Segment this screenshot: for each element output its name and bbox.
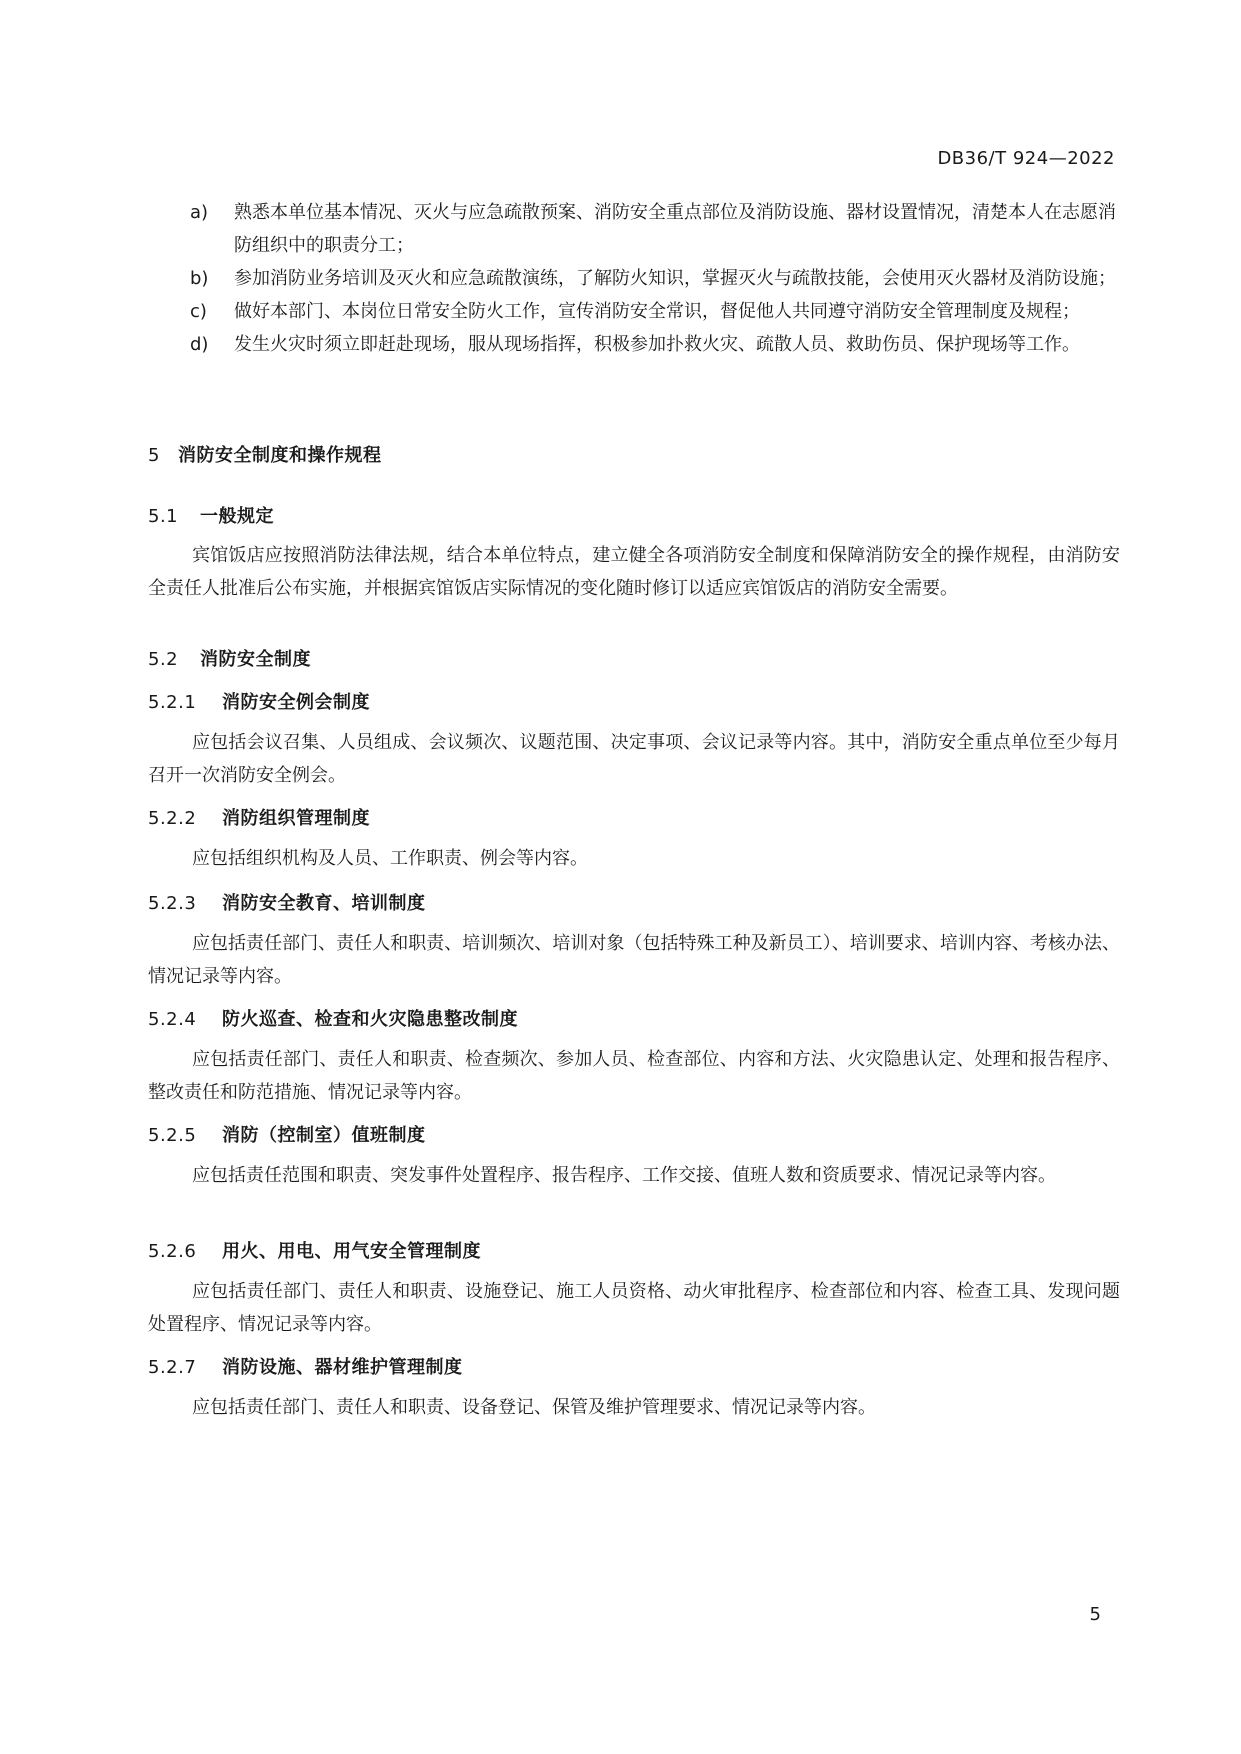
section-5-2-3-heading (148, 889, 426, 915)
document-code: DB36/T 924—2022 (937, 148, 1115, 169)
section-title: 消防安全制度和操作规程 (178, 445, 382, 466)
section-5-heading (148, 441, 382, 467)
section-5-2-heading (148, 645, 311, 671)
section-title: 消防（控制室）值班制度 (222, 1125, 426, 1146)
section-title: 消防安全制度 (200, 649, 311, 670)
list-marker: c) (190, 301, 207, 322)
list-item-text: 发生火灾时须立即赶赴现场，服从现场指挥，积极参加扑救火灾、疏散人员、救助伤员、保护现场等工作。 (234, 334, 1080, 355)
section-number: 5 (148, 445, 160, 466)
section-5-2-5-heading (148, 1121, 426, 1147)
list-marker: b) (190, 268, 209, 289)
list-item-text: 参加消防业务培训及灭火和应急疏散演练，了解防火知识，掌握灭火与疏散技能，会使用灭火器材及消防设施； (234, 268, 1116, 289)
section-number: 5.2.4 (148, 1009, 197, 1030)
section-title: 防火巡查、检查和火灾隐患整改制度 (222, 1009, 518, 1030)
list-marker: a) (190, 202, 209, 223)
section-5-2-1-paragraph: 应包括会议召集、人员组成、会议频次、议题范围、决定事项、会议记录等内容。其中，消防安全重点单位至少每月召开一次消防安全例会。 (148, 732, 1120, 786)
section-number: 5.2.3 (148, 893, 197, 914)
section-number: 5.2.6 (148, 1241, 197, 1262)
section-number: 5.2.5 (148, 1125, 197, 1146)
section-title: 消防安全教育、培训制度 (222, 893, 426, 914)
page-number: 5 (1089, 1604, 1101, 1625)
section-number: 5.2 (148, 649, 179, 670)
section-5-2-6-paragraph: 应包括责任部门、责任人和职责、设施登记、施工人员资格、动火审批程序、检查部位和内容、检查工具、发现问题处置程序、情况记录等内容。 (148, 1281, 1120, 1335)
section-title: 消防组织管理制度 (222, 808, 370, 829)
list-item (190, 196, 1120, 262)
list-item (190, 328, 1120, 361)
section-5-2-4-heading (148, 1005, 518, 1031)
section-title: 一般规定 (200, 506, 274, 527)
section-title: 用火、用电、用气安全管理制度 (222, 1241, 481, 1262)
section-number: 5.2.7 (148, 1357, 197, 1378)
section-5-1-paragraph: 宾馆饭店应按照消防法律法规，结合本单位特点，建立健全各项消防安全制度和保障消防安全的操作规程，由消防安全责任人批准后公布实施，并根据宾馆饭店实际情况的变化随时修订以适应宾馆饭店的消防安全需要。 (148, 545, 1120, 599)
section-5-2-3-paragraph: 应包括责任部门、责任人和职责、培训频次、培训对象（包括特殊工种及新员工）、培训要求、培训内容、考核办法、情况记录等内容。 (148, 933, 1120, 987)
list-item-text: 熟悉本单位基本情况、灭火与应急疏散预案、消防安全重点部位及消防设施、器材设置情况，清楚本人在志愿消防组织中的职责分工； (234, 202, 1116, 256)
section-number: 5.2.1 (148, 692, 197, 713)
list-item (190, 295, 1120, 328)
section-5-2-4-paragraph: 应包括责任部门、责任人和职责、检查频次、参加人员、检查部位、内容和方法、火灾隐患认定、处理和报告程序、整改责任和防范措施、情况记录等内容。 (148, 1049, 1120, 1103)
section-5-2-6-heading (148, 1237, 481, 1263)
section-5-2-2-heading (148, 804, 370, 830)
section-title: 消防安全例会制度 (222, 692, 370, 713)
section-5-2-1-heading (148, 688, 370, 714)
section-title: 消防设施、器材维护管理制度 (222, 1357, 463, 1378)
list-item (190, 262, 1120, 295)
section-5-2-7-paragraph: 应包括责任部门、责任人和职责、设备登记、保管及维护管理要求、情况记录等内容。 (192, 1397, 876, 1418)
section-number: 5.2.2 (148, 808, 197, 829)
section-5-1-heading (148, 502, 274, 528)
list-item-text: 做好本部门、本岗位日常安全防火工作，宣传消防安全常识，督促他人共同遵守消防安全管理制度及规程； (234, 301, 1080, 322)
section-5-2-2-paragraph: 应包括组织机构及人员、工作职责、例会等内容。 (192, 848, 588, 869)
duties-list (190, 196, 1120, 361)
list-marker: d) (190, 334, 209, 355)
section-5-2-7-heading (148, 1353, 463, 1379)
section-5-2-5-paragraph: 应包括责任范围和职责、突发事件处置程序、报告程序、工作交接、值班人数和资质要求、情况记录等内容。 (192, 1165, 1056, 1186)
section-number: 5.1 (148, 506, 179, 527)
